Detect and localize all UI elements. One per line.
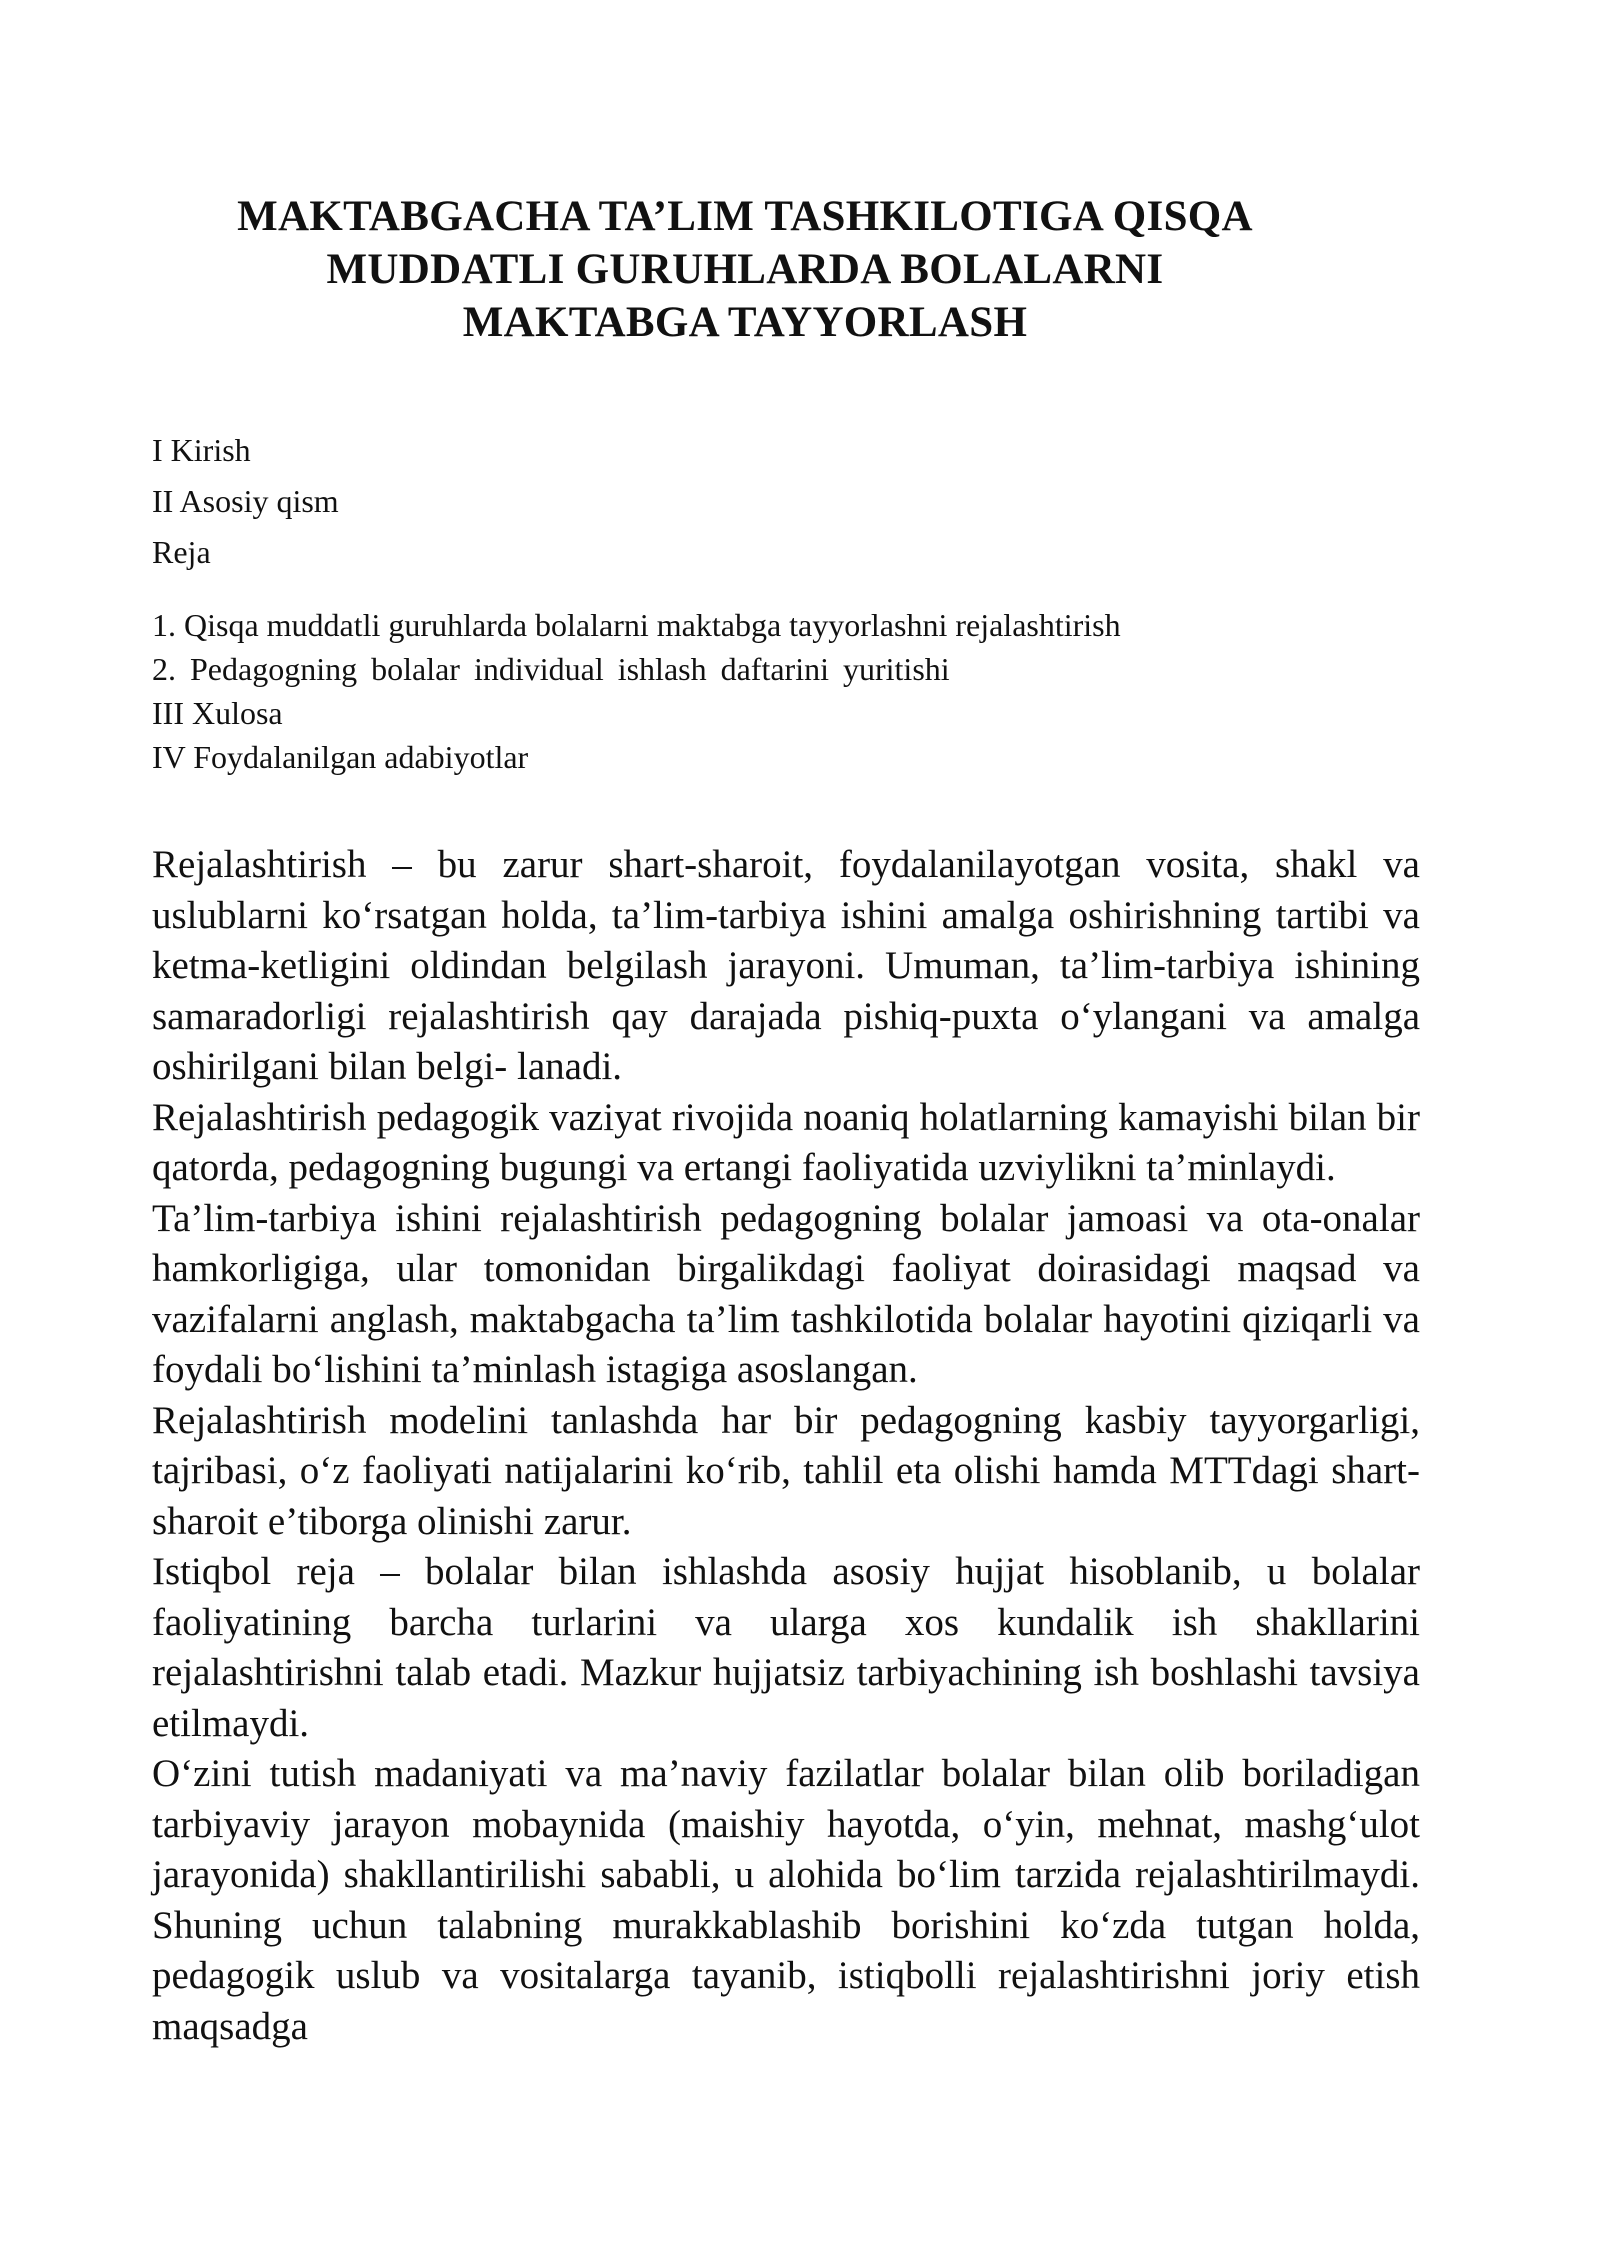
document-title — [130, 190, 1360, 349]
toc-item-conclusion: III Xulosa — [152, 695, 283, 731]
toc-item-plan-point-2: 2. Pedagogning bolalar individual ishlash daftarini yuritishi — [152, 651, 950, 687]
body-paragraph-4: Rejalashtirish modelini tanlashda har bir pedagogning kasbiy tayyorgarligi, tajribasi, o‘z faoliyati natijalarini ko‘rib, tahlil eta olishi hamda MTTdagi shart-sharoit e’tiborga olinishi zarur. — [152, 1398, 1420, 1543]
toc-item-references: IV Foydalanilgan adabiyotlar — [152, 739, 529, 775]
body-paragraph-5: Istiqbol reja – bolalar bilan ishlashda asosiy hujjat hisoblanib, u bolalar faoliyatining barcha turlarini va ularga xos kundalik ish shakllarini rejalashtirishni talab etadi. Mazkur hujjatsiz tarbiyachining ish boshlashi tavsiya etilmaydi. — [152, 1550, 1420, 1745]
table-of-contents — [152, 425, 1402, 779]
toc-item-main-part: II Asosiy qism — [152, 483, 339, 519]
toc-item-plan: Reja — [152, 534, 211, 570]
body-paragraph-2: Rejalashtirish pedagogik vaziyat rivojida noaniq holatlarning kamayishi bilan bir qatorda, pedagogning bugungi va ertangi faoliyatida uzviylikni ta’minlaydi. — [152, 1095, 1420, 1189]
body-paragraph-6: O‘zini tutish madaniyati va ma’naviy fazilatlar bolalar bilan olib boriladigan tarbiyaviy jarayon mobaynida (maishiy hayotda, o‘yin, mehnat, mashg‘ulot jarayonida) shakllantirilishi sababli, u alohida bo‘lim tarzida rejalashtirilmaydi. Shuning uchun talabning murakkablashib borishini ko‘zda tutgan holda, pedagogik uslub va vositalarga tayanib, istiqbolli rejalashtirishni joriy etish maqsadga — [152, 1752, 1420, 2048]
title-line-1: MAKTABGACHA TA’LIM TASHKILOTIGA QISQA — [237, 193, 1253, 240]
toc-item-introduction: I Kirish — [152, 432, 251, 468]
body-paragraph-3: Ta’lim-tarbiya ishini rejalashtirish pedagogning bolalar jamoasi va ota-onalar hamkorligiga, ular tomonidan birgalikdagi faoliyat doirasidagi maqsad va vazifalarni anglash, maktabgacha ta’lim tashkilotida bolalar hayotini qiziqarli va foydali bo‘lishini ta’minlash istagiga asoslangan. — [152, 1196, 1420, 1391]
toc-item-plan-point-1: 1. Qisqa muddatli guruhlarda bolalarni maktabga tayyorlashni rejalashtirish — [152, 607, 1121, 643]
body-paragraph-1: Rejalashtirish – bu zarur shart-sharoit, foydalanilayotgan vosita, shakl va uslublarni ko‘rsatgan holda, ta’lim-tarbiya ishini amalga oshirishning tartibi va ketma-ketligini oldindan belgilash jarayoni. Umuman, ta’lim-tarbiya ishining samaradorligi rejalashtirish qay darajada pishiq-puxta o‘ylangani va amalga oshirilgani bilan belgi- lanadi. — [152, 843, 1420, 1088]
document-body — [152, 840, 1420, 2052]
title-line-2: MUDDATLI GURUHLARDA BOLALARNI — [326, 246, 1164, 293]
title-line-3: MAKTABGA TAYYORLASH — [462, 299, 1028, 346]
